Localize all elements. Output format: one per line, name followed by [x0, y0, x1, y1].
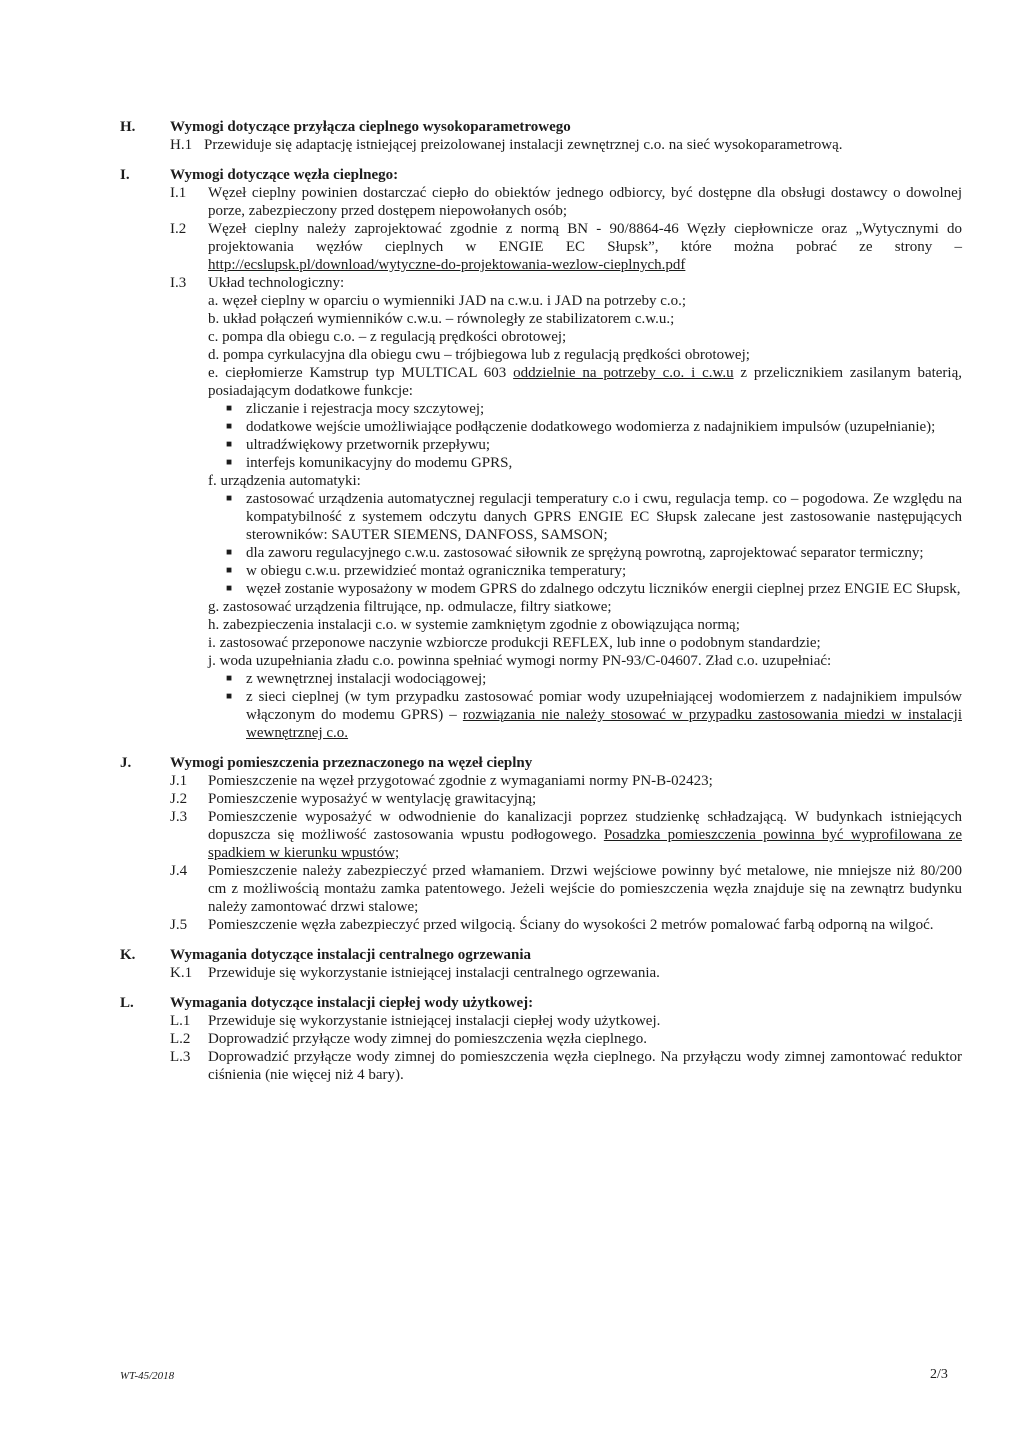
- bullet-list-f: [226, 490, 962, 598]
- list-item-text: z sieci cieplnej (w tym przypadku zastosować pomiar wody uzupełniającej wodomierzem z nadajnikiem impulsów włączonym do modemu GPRS) –: [246, 689, 962, 723]
- section-l-heading: [120, 994, 962, 1012]
- item-number: L.3: [170, 1049, 191, 1065]
- section-k: [120, 946, 962, 982]
- section-i-heading: [120, 166, 962, 184]
- item-i2: [170, 220, 962, 274]
- item-number: K.1: [170, 965, 193, 981]
- list-item: ■ dodatkowe wejście umożliwiające podłączenie dodatkowego wodomierza z nadajnikiem impulsów (uzupełnianie);: [226, 419, 936, 435]
- item-j3-text: Pomieszczenie wyposażyć w odwodnienie do kanalizacji poprzez studzienkę schładzającą. W budynkach istniejących dopuszcza się możliwość zastosowania wpustu podłogowego.: [208, 809, 962, 843]
- item-number: J.2: [170, 791, 188, 807]
- list-item: ■ dla zaworu regulacyjnego c.w.u. zastosować siłownik ze sprężyną powrotną, zaprojektować separator termiczny;: [226, 545, 924, 561]
- item-number: J.4: [170, 863, 188, 879]
- item-text: Układ technologiczny:: [208, 275, 345, 291]
- item-text: Pomieszczenie węzła zabezpieczyć przed wilgocią. Ściany do wysokości 2 metrów pomalować farbą odporną na wilgoć.: [208, 917, 934, 933]
- item-text: Przewiduje się wykorzystanie istniejącej instalacji ciepłej wody użytkowej.: [208, 1013, 661, 1029]
- download-link[interactable]: http://ecslupsk.pl/download/wytyczne-do-projektowania-wezlow-cieplnych.pdf: [208, 257, 686, 273]
- item-number: I.3: [170, 275, 187, 291]
- item-j2: [170, 790, 962, 808]
- list-item-h: h. zabezpieczenia instalacji c.o. w systemie zamkniętym zgodnie z obowiązująca normą;: [208, 617, 740, 633]
- list-item-b: b. układ połączeń wymienników c.w.u. – równoległy ze stabilizatorem c.w.u.;: [208, 311, 675, 327]
- letter-list-i3: [208, 292, 962, 742]
- section-h: [120, 118, 962, 154]
- document-code: WT-45/2018: [120, 1370, 175, 1382]
- section-letter: H.: [120, 119, 136, 135]
- item-text: Węzeł cieplny powinien dostarczać ciepło do obiektów jednego odbiorcy, być dostępne dla obsługi dostawcy o dowolnej porze, zabezpieczony przed dostępem niepowołanych osób;: [208, 185, 962, 219]
- bullet-icon: ■: [226, 403, 233, 414]
- bullet-icon: ■: [226, 583, 233, 594]
- item-text: Przewiduje się wykorzystanie istniejącej instalacji centralnego ogrzewania.: [208, 965, 660, 981]
- item-number: I.2: [170, 221, 187, 237]
- section-letter: I.: [120, 167, 130, 183]
- bullet-list-e: [226, 400, 962, 472]
- item-number: I.1: [170, 185, 187, 201]
- item-k1: [170, 964, 962, 982]
- bullet-icon: ■: [226, 493, 233, 504]
- list-item: ■ ultradźwiękowy przetwornik przepływu;: [226, 437, 491, 453]
- bullet-list-j: [226, 670, 962, 742]
- list-item: ■ zliczanie i rejestracja mocy szczytowej;: [226, 401, 485, 417]
- section-k-heading: [120, 946, 962, 964]
- section-l: [120, 994, 962, 1084]
- section-title: Wymogi dotyczące węzła cieplnego:: [170, 167, 399, 183]
- item-text: [208, 220, 962, 274]
- list-item: ■ w obiegu c.w.u. przewidzieć montaż ogranicznika temperatury;: [226, 563, 627, 579]
- item-number: J.5: [170, 917, 188, 933]
- item-number: J.1: [170, 773, 188, 789]
- list-item-underlined: rozwiązania nie należy stosować w przypadku zastosowania miedzi w instalacji wewnętrznej c.o.: [246, 707, 963, 741]
- list-item-e-underlined: oddzielnie na potrzeby c.o. i c.w.u: [513, 365, 734, 381]
- item-number: L.1: [170, 1013, 191, 1029]
- section-j-heading: [120, 754, 962, 772]
- list-item-i: i. zastosować przeponowe naczynie wzbiorcze produkcji REFLEX, lub inne o podobnym standardzie;: [208, 635, 821, 651]
- list-item-j: j. woda uzupełniania zładu c.o. powinna spełniać wymogi normy PN-93/C-04607. Zład c.o. uzupełniać:: [208, 653, 832, 669]
- list-item-e: [208, 364, 962, 400]
- bullet-icon: ■: [226, 421, 233, 432]
- list-item-g: g. zastosować urządzenia filtrujące, np. odmulacze, filtry siatkowe;: [208, 599, 612, 615]
- list-item-e-text: e. ciepłomierze Kamstrup typ MULTICAL 603: [208, 365, 507, 381]
- item-text: Pomieszczenie należy zabezpieczyć przed włamaniem. Drzwi wejściowe powinny być metalowe, nie mniejsze niż 80/200 cm z możliwością montażu zamka patentowego. Jeżeli wejście do pomieszczenia węzła znajduje się na zewnątrz budynku należy zamontować drzwi stalowe;: [208, 863, 962, 915]
- item-number: J.3: [170, 809, 188, 825]
- item-number: H.1: [170, 137, 193, 153]
- item-j3: [170, 808, 962, 862]
- bullet-icon: ■: [226, 565, 233, 576]
- list-item-f: f. urządzenia automatyki:: [208, 473, 361, 489]
- section-title: Wymagania dotyczące instalacji ciepłej wody użytkowej:: [170, 995, 534, 1011]
- item-j1: [170, 772, 962, 790]
- section-title: Wymogi dotyczące przyłącza cieplnego wysokoparametrowego: [170, 119, 571, 135]
- section-i: [120, 166, 962, 742]
- item-text: Doprowadzić przyłącze wody zimnej do pomieszczenia węzła cieplnego. Na przyłączu wody zimnej zamontować reduktor ciśnienia (nie więcej niż 4 bary).: [208, 1049, 962, 1083]
- item-i1: [170, 184, 962, 220]
- item-i3: [170, 274, 962, 292]
- list-item: ■ interfejs komunikacyjny do modemu GPRS,: [226, 455, 513, 471]
- list-item: ■ zastosować urządzenia automatycznej regulacji temperatury c.o i cwu, regulacja temp. co – pogodowa. Ze względu na kompatybilność z systemem odczytu danych GPRS ENGIE EC Słupsk zalecane jest zastosowanie następujących sterowników: SAUTER SIEMENS, DANFOSS, SAMSON;: [226, 491, 962, 543]
- section-title: Wymagania dotyczące instalacji centralnego ogrzewania: [170, 947, 532, 963]
- bullet-icon: ■: [226, 691, 233, 702]
- section-j: [120, 754, 962, 934]
- item-text: Pomieszczenie wyposażyć w wentylację grawitacyjną;: [208, 791, 537, 807]
- section-letter: J.: [120, 755, 132, 771]
- list-item: [226, 688, 962, 742]
- list-item: ■ z wewnętrznej instalacji wodociągowej;: [226, 671, 487, 687]
- item-l1: [170, 1012, 962, 1030]
- item-l2: [170, 1030, 962, 1048]
- item-text: [208, 808, 962, 862]
- item-j4: [170, 862, 962, 916]
- item-text: Pomieszczenie na węzeł przygotować zgodnie z wymaganiami normy PN-B-02423;: [208, 773, 713, 789]
- item-i2-text: Węzeł cieplny należy zaprojektować zgodnie z normą BN - 90/8864-46 Węzły ciepłownicze oraz „Wytycznymi do projektowania węzłów cieplnych w ENGIE EC Słupsk”, które można pobrać ze strony –: [208, 221, 962, 255]
- document-content: [120, 118, 962, 1096]
- list-item: ■ węzeł zostanie wyposażony w modem GPRS do zdalnego odczytu liczników energii cieplnej przez ENGIE EC Słupsk,: [226, 581, 961, 597]
- item-h1: [170, 136, 962, 154]
- item-j3-underlined: Posadzka pomieszczenia powinna być wyprofilowana ze spadkiem w kierunku wpustów;: [208, 827, 962, 861]
- item-text: Doprowadzić przyłącze wody zimnej do pomieszczenia węzła cieplnego.: [208, 1031, 647, 1047]
- page-number: 2/3: [930, 1367, 948, 1382]
- bullet-icon: ■: [226, 547, 233, 558]
- bullet-icon: ■: [226, 673, 233, 684]
- list-item-e-text-end: z przelicznikiem zasilanym baterią, posiadającym dodatkowe funkcje:: [208, 365, 962, 399]
- item-number: L.2: [170, 1031, 191, 1047]
- section-letter: K.: [120, 947, 136, 963]
- list-item-a: a. węzeł cieplny w oparciu o wymienniki JAD na c.w.u. i JAD na potrzeby c.o.;: [208, 293, 687, 309]
- section-title: Wymogi pomieszczenia przeznaczonego na węzeł cieplny: [170, 755, 533, 771]
- section-h-heading: [120, 118, 962, 136]
- section-letter: L.: [120, 995, 134, 1011]
- bullet-icon: ■: [226, 457, 233, 468]
- item-l3: [170, 1048, 962, 1084]
- item-j5: [170, 916, 962, 934]
- list-item-c: c. pompa dla obiegu c.o. – z regulacją prędkości obrotowej;: [208, 329, 567, 345]
- list-item-d: d. pompa cyrkulacyjna dla obiegu cwu – trójbiegowa lub z regulacją prędkości obrotowej;: [208, 347, 750, 363]
- bullet-icon: ■: [226, 439, 233, 450]
- item-text: Przewiduje się adaptację istniejącej preizolowanej instalacji zewnętrznej c.o. na sieć wysokoparametrową.: [204, 137, 843, 153]
